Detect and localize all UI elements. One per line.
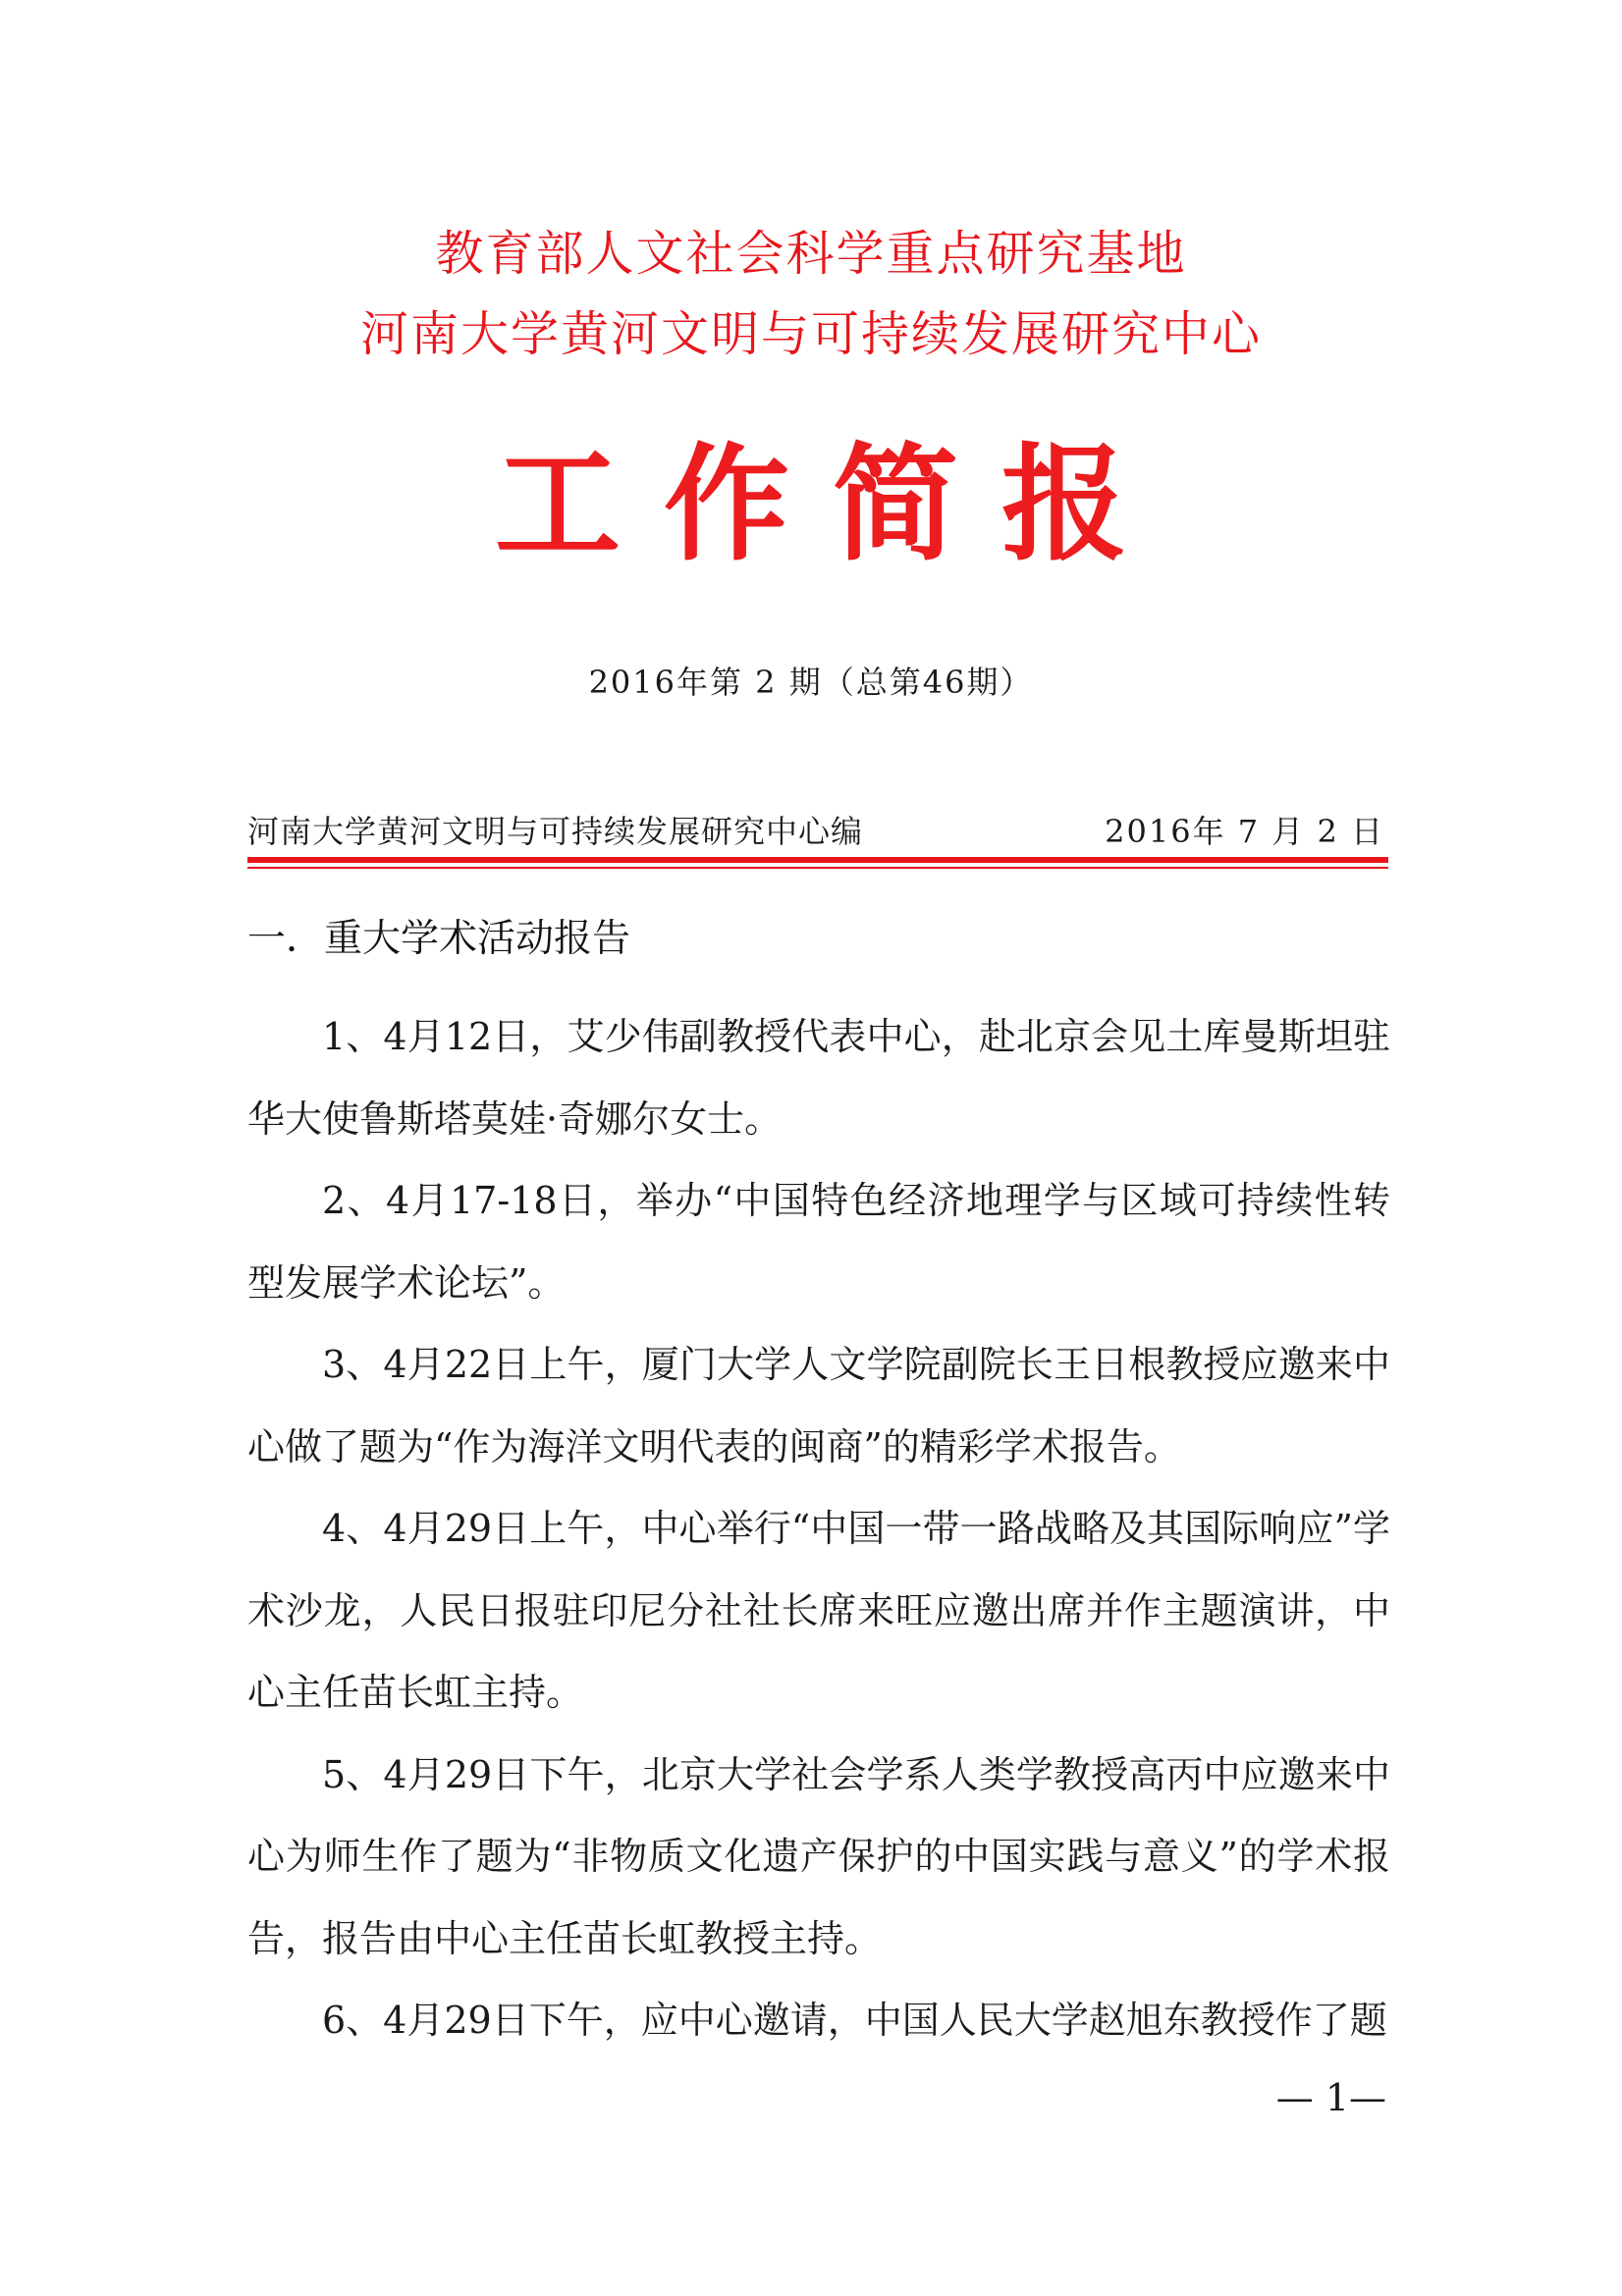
red-divider-thin [247,867,1388,869]
publish-date: 2016年 7 月 2 日 [1105,813,1384,850]
red-divider-thick [247,857,1388,863]
activity-item-1: 1、4月12日，艾少伟副教授代表中心，赴北京会见土库曼斯坦驻华大使鲁斯塔莫娃·奇娜尔女士。 [247,1015,1390,1141]
masthead-center-name: 河南大学黄河文明与可持续发展研究中心 [359,306,1262,362]
bulletin-title: 工作简报 [494,432,1170,578]
activity-item-3: 3、4月22日上午，厦门大学人文学院副院长王日根教授应邀来中心做了题为“作为海洋文明代表的闽商”的精彩学术报告。 [247,1343,1390,1468]
masthead-institution-line: 教育部人文社会科学重点研究基地 [435,226,1187,282]
page-number: — 1— [1275,2076,1386,2119]
section-body [247,996,1390,2062]
issue-number: 2016年第 2 期（总第46期） [588,664,1034,701]
activity-item-6: 6、4月29日下午，应中心邀请，中国人民大学赵旭东教授作了题 [322,1999,1387,2042]
section-heading: 一．重大学术活动报告 [247,917,631,961]
editor-name: 河南大学黄河文明与可持续发展研究中心编 [247,813,864,850]
activity-item-2: 2、4月17-18日，举办“中国特色经济地理学与区域可持续性转型发展学术论坛”。 [247,1179,1390,1305]
activity-item-5: 5、4月29日下午，北京大学社会学系人类学教授高丙中应邀来中心为师生作了题为“非物质文化遗产保护的中国实践与意义”的学术报告，报告由中心主任苗长虹教授主持。 [247,1752,1390,1960]
activity-item-4: 4、4月29日上午，中心举行“中国一带一路战略及其国际响应”学术沙龙，人民日报驻印尼分社社长席来旺应邀出席并作主题演讲，中心主任苗长虹主持。 [247,1507,1390,1714]
